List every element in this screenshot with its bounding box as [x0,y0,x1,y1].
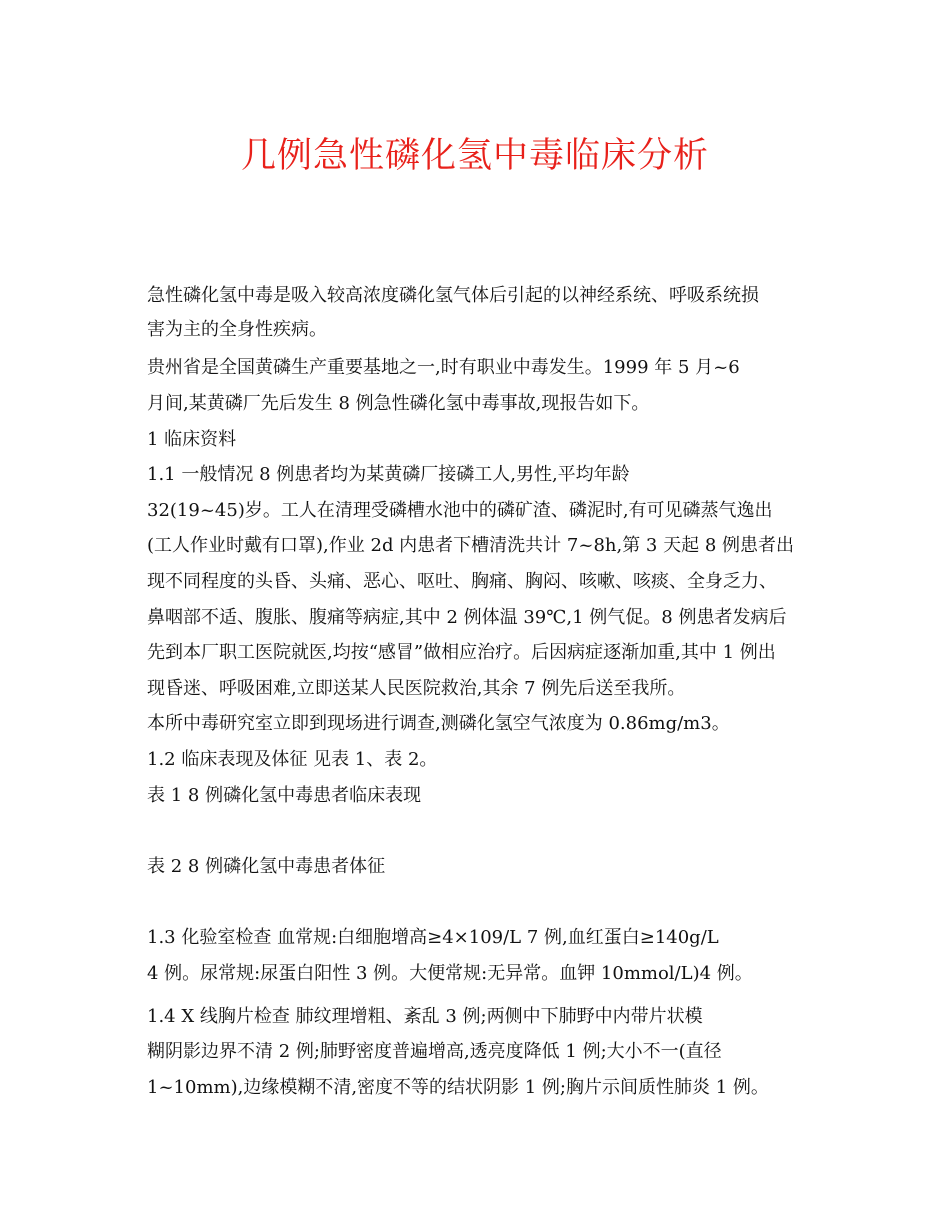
paragraph-line: 1.4 X 线胸片检查 肺纹理增粗、紊乱 3 例;两侧中下肺野中内带片状模 [147,1006,703,1027]
paragraph-line: 本所中毒研究室立即到现场进行调查,测磷化氢空气浓度为 0.86mg/m3。 [147,713,730,734]
document-title: 几例急性磷化氢中毒临床分析 [240,136,709,176]
paragraph-line: 害为主的全身性疾病。 [147,319,327,340]
paragraph-line: 鼻咽部不适、腹胀、腹痛等病症,其中 2 例体温 39℃,1 例气促。8 例患者发病后 [147,607,787,628]
section-heading: 1 临床资料 [147,429,237,450]
paragraph-line: 32(19~45)岁。工人在清理受磷槽水池中的磷矿渣、磷泥时,有可见磷蒸气逸出 [147,500,773,521]
paragraph-line: 先到本厂职工医院就医,均按“感冒”做相应治疗。后因病症逐渐加重,其中 1 例出 [147,642,776,663]
paragraph-line: 现昏迷、呼吸困难,立即送某人民医院救治,其余 7 例先后送至我所。 [147,678,686,699]
paragraph-line: 月间,某黄磷厂先后发生 8 例急性磷化氢中毒事故,现报告如下。 [147,393,650,414]
paragraph-line: 糊阴影边界不清 2 例;肺野密度普遍增高,透亮度降低 1 例;大小不一(直径 [147,1041,722,1062]
paragraph-line: 现不同程度的头昏、头痛、恶心、呕吐、胸痛、胸闷、咳嗽、咳痰、全身乏力、 [147,571,777,592]
paragraph-line: 贵州省是全国黄磷生产重要基地之一,时有职业中毒发生。1999 年 5 月~6 [147,357,740,378]
paragraph-line: 1.3 化验室检查 血常规:白细胞增高≥4×109/L 7 例,血红蛋白≥140g/L [147,927,719,948]
paragraph-line: 1~10mm),边缘模糊不清,密度不等的结状阴影 1 例;胸片示间质性肺炎 1 例。 [147,1077,769,1098]
paragraph-line: (工人作业时戴有口罩),作业 2d 内患者下槽清洗共计 7~8h,第 3 天起 8 例患者出 [147,535,794,556]
paragraph-line: 1.2 临床表现及体征 见表 1、表 2。 [147,749,438,770]
table-caption: 表 2 8 例磷化氢中毒患者体征 [147,856,386,877]
paragraph-line: 4 例。尿常规:尿蛋白阳性 3 例。大便常规:无异常。血钾 10mmol/L)4 例。 [147,963,753,984]
table-caption: 表 1 8 例磷化氢中毒患者临床表现 [147,785,422,806]
paragraph-line: 1.1 一般情况 8 例患者均为某黄磷厂接磷工人,男性,平均年龄 [147,464,630,485]
paragraph-line: 急性磷化氢中毒是吸入较高浓度磷化氢气体后引起的以神经系统、呼吸系统损 [147,285,759,306]
